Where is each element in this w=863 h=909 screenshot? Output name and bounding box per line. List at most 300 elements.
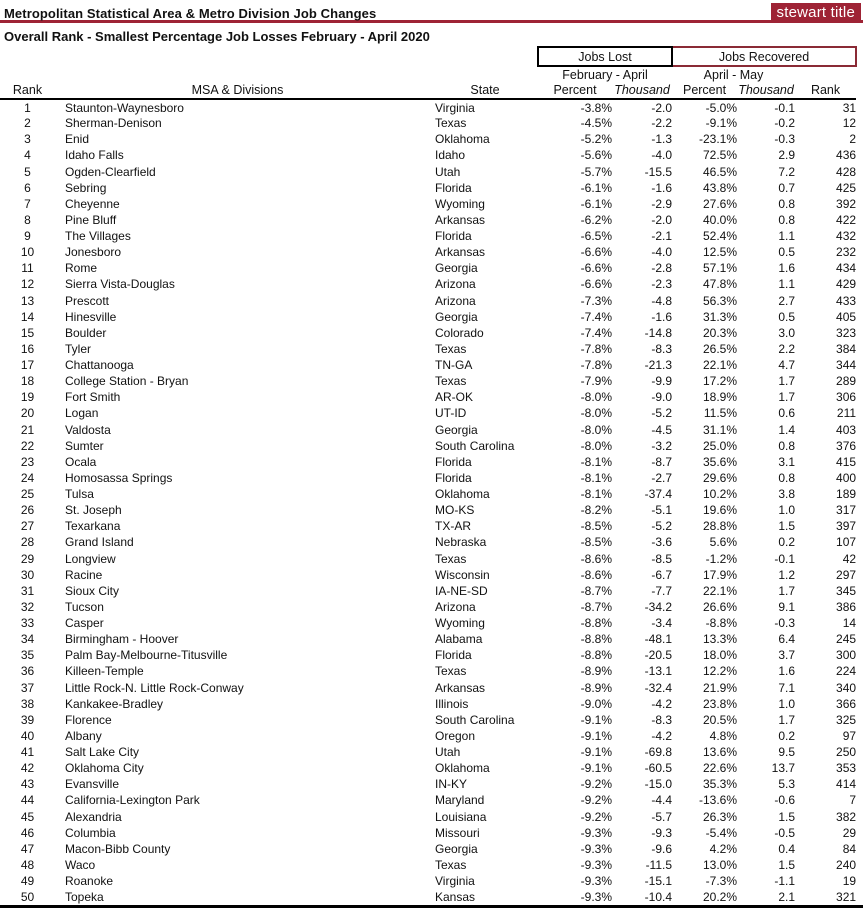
table-row bbox=[0, 712, 856, 728]
cell-overall-rank: 340 bbox=[836, 680, 857, 695]
cell-jobs-lost-percent: -8.1% bbox=[580, 487, 613, 502]
cell-jobs-lost-thousand: -8.3 bbox=[651, 712, 673, 727]
cell-jobs-recovered-thousand: 2.2 bbox=[778, 341, 796, 356]
cell-state: Wyoming bbox=[435, 196, 485, 211]
cell-state: Arizona bbox=[435, 293, 476, 308]
cell-jobs-recovered-percent: 27.6% bbox=[703, 196, 738, 211]
cell-rank: 20 bbox=[20, 406, 35, 421]
cell-msa-name: Pine Bluff bbox=[65, 212, 117, 227]
cell-rank: 10 bbox=[20, 245, 35, 260]
cell-jobs-lost-thousand: -20.5 bbox=[644, 648, 673, 663]
table-row bbox=[0, 534, 856, 550]
cell-jobs-lost-percent: -6.6% bbox=[580, 245, 613, 260]
cell-state: Nebraska bbox=[435, 535, 487, 550]
cell-jobs-lost-percent: -6.5% bbox=[580, 229, 613, 244]
cell-rank: 18 bbox=[20, 374, 35, 389]
cell-rank: 40 bbox=[20, 728, 35, 743]
cell-jobs-lost-thousand: -9.6 bbox=[651, 841, 673, 856]
cell-jobs-recovered-percent: 20.5% bbox=[703, 712, 738, 727]
cell-jobs-lost-percent: -8.8% bbox=[580, 648, 613, 663]
table-row bbox=[0, 164, 856, 180]
jobs-lost-period: February - April bbox=[562, 67, 648, 82]
table-row bbox=[0, 373, 856, 389]
cell-rank: 8 bbox=[24, 212, 31, 227]
cell-jobs-lost-percent: -7.3% bbox=[580, 293, 613, 308]
table-row bbox=[0, 680, 856, 696]
cell-jobs-recovered-thousand: 1.5 bbox=[778, 809, 796, 824]
cell-jobs-lost-percent: -8.0% bbox=[580, 438, 613, 453]
cell-msa-name: College Station - Bryan bbox=[65, 374, 189, 389]
cell-jobs-lost-thousand: -4.5 bbox=[651, 422, 673, 437]
cell-jobs-recovered-thousand: -0.3 bbox=[774, 616, 796, 631]
cell-jobs-lost-thousand: -8.5 bbox=[651, 551, 673, 566]
cell-msa-name: Staunton-Waynesboro bbox=[65, 100, 184, 115]
cell-jobs-recovered-thousand: 3.1 bbox=[778, 454, 796, 469]
cell-rank: 32 bbox=[20, 599, 35, 614]
cell-jobs-lost-thousand: -4.4 bbox=[651, 793, 673, 808]
cell-msa-name: Valdosta bbox=[65, 422, 111, 437]
cell-jobs-lost-thousand: -5.7 bbox=[651, 809, 673, 824]
cell-rank: 19 bbox=[20, 390, 35, 405]
cell-jobs-lost-percent: -8.7% bbox=[580, 599, 613, 614]
subtitle-bar bbox=[0, 23, 863, 45]
cell-jobs-lost-thousand: -5.2 bbox=[651, 519, 673, 534]
cell-msa-name: Ogden-Clearfield bbox=[65, 164, 156, 179]
cell-jobs-lost-thousand: -21.3 bbox=[644, 358, 673, 373]
cell-rank: 13 bbox=[20, 293, 35, 308]
cell-jobs-recovered-percent: 4.2% bbox=[709, 841, 738, 856]
cell-jobs-recovered-thousand: 2.7 bbox=[778, 293, 796, 308]
cell-overall-rank: 434 bbox=[836, 261, 857, 276]
table-row bbox=[0, 583, 856, 599]
cell-jobs-lost-thousand: -8.7 bbox=[651, 454, 673, 469]
cell-jobs-recovered-percent: 57.1% bbox=[703, 261, 738, 276]
cell-msa-name: Sherman-Denison bbox=[65, 116, 162, 131]
table-row bbox=[0, 567, 856, 583]
cell-jobs-lost-thousand: -4.2 bbox=[651, 696, 673, 711]
cell-msa-name: Logan bbox=[65, 406, 99, 421]
cell-state: Florida bbox=[435, 454, 472, 469]
cell-jobs-recovered-thousand: 0.5 bbox=[778, 309, 796, 324]
table-row bbox=[0, 825, 856, 841]
cell-msa-name: Enid bbox=[65, 132, 90, 147]
cell-jobs-lost-thousand: -34.2 bbox=[644, 599, 673, 614]
cell-msa-name: Salt Lake City bbox=[65, 745, 140, 760]
table-row bbox=[0, 293, 856, 309]
cell-jobs-lost-thousand: -1.6 bbox=[651, 309, 673, 324]
cell-state: Florida bbox=[435, 229, 472, 244]
cell-jobs-lost-thousand: -9.3 bbox=[651, 825, 673, 840]
table-row bbox=[0, 551, 856, 567]
cell-jobs-recovered-thousand: -0.3 bbox=[774, 132, 796, 147]
cell-msa-name: Tulsa bbox=[65, 487, 94, 502]
cell-state: IN-KY bbox=[435, 777, 468, 792]
cell-state: Oregon bbox=[435, 728, 476, 743]
cell-jobs-lost-percent: -7.8% bbox=[580, 341, 613, 356]
cell-jobs-lost-percent: -8.1% bbox=[580, 454, 613, 469]
cell-jobs-recovered-thousand: 0.4 bbox=[778, 841, 796, 856]
cell-msa-name: Florence bbox=[65, 712, 112, 727]
cell-jobs-lost-percent: -8.0% bbox=[580, 406, 613, 421]
cell-jobs-recovered-thousand: 1.5 bbox=[778, 857, 796, 872]
cell-state: TN-GA bbox=[435, 358, 473, 373]
cell-state: Arkansas bbox=[435, 680, 486, 695]
table-row bbox=[0, 309, 856, 325]
cell-msa-name: Homosassa Springs bbox=[65, 470, 173, 485]
cell-jobs-lost-percent: -9.3% bbox=[580, 857, 613, 872]
cell-rank: 11 bbox=[21, 261, 34, 276]
header-state: State bbox=[420, 82, 538, 99]
cell-jobs-lost-thousand: -60.5 bbox=[644, 761, 673, 776]
cell-state: Arkansas bbox=[435, 212, 486, 227]
cell-jobs-recovered-thousand: 0.8 bbox=[778, 212, 796, 227]
cell-msa-name: Sioux City bbox=[65, 583, 120, 598]
stewart-title-logo: stewart title bbox=[771, 3, 861, 23]
cell-msa-name: Prescott bbox=[65, 293, 110, 308]
cell-jobs-lost-percent: -8.5% bbox=[580, 519, 613, 534]
table-body bbox=[0, 99, 856, 905]
cell-overall-rank: 432 bbox=[836, 229, 857, 244]
cell-overall-rank: 425 bbox=[836, 180, 857, 195]
page-subtitle: Overall Rank - Smallest Percentage Job Losses February - April 2020 bbox=[4, 29, 430, 44]
cell-overall-rank: 29 bbox=[842, 825, 857, 840]
cell-state: MO-KS bbox=[435, 503, 475, 518]
cell-rank: 50 bbox=[20, 890, 35, 905]
cell-jobs-recovered-percent: 56.3% bbox=[703, 293, 738, 308]
table-row bbox=[0, 228, 856, 244]
cell-jobs-lost-thousand: -4.0 bbox=[651, 245, 673, 260]
table-row bbox=[0, 357, 856, 373]
table-row bbox=[0, 260, 856, 276]
cell-jobs-lost-percent: -6.2% bbox=[580, 212, 613, 227]
cell-overall-rank: 224 bbox=[836, 664, 857, 679]
cell-jobs-lost-thousand: -1.3 bbox=[651, 132, 673, 147]
jobs-recovered-group-header: Jobs Recovered bbox=[672, 47, 856, 66]
cell-jobs-lost-thousand: -5.2 bbox=[651, 406, 673, 421]
cell-msa-name: Roanoke bbox=[65, 874, 114, 889]
cell-overall-rank: 400 bbox=[836, 470, 857, 485]
cell-rank: 30 bbox=[20, 567, 35, 582]
cell-jobs-lost-thousand: -69.8 bbox=[644, 745, 673, 760]
cell-jobs-lost-percent: -8.0% bbox=[580, 390, 613, 405]
cell-overall-rank: 189 bbox=[836, 487, 857, 502]
jobs-lost-group-header: Jobs Lost bbox=[538, 47, 672, 66]
cell-overall-rank: 382 bbox=[836, 809, 857, 824]
cell-jobs-lost-percent: -9.2% bbox=[580, 777, 613, 792]
cell-state: UT-ID bbox=[435, 406, 467, 421]
table-row bbox=[0, 873, 856, 889]
cell-overall-rank: 97 bbox=[842, 728, 857, 743]
header-jobs-recovered-thousand: Thousand bbox=[738, 83, 794, 97]
cell-jobs-recovered-thousand: 1.0 bbox=[778, 696, 796, 711]
table-row bbox=[0, 760, 856, 776]
cell-jobs-recovered-percent: 26.6% bbox=[703, 599, 738, 614]
cell-state: Oklahoma bbox=[435, 487, 490, 502]
cell-jobs-recovered-thousand: 1.6 bbox=[778, 664, 796, 679]
cell-jobs-recovered-percent: 18.0% bbox=[703, 648, 738, 663]
cell-jobs-lost-thousand: -2.1 bbox=[651, 229, 673, 244]
cell-overall-rank: 415 bbox=[836, 454, 857, 469]
cell-jobs-recovered-percent: 52.4% bbox=[703, 229, 738, 244]
cell-jobs-recovered-thousand: 0.8 bbox=[778, 470, 796, 485]
cell-state: Utah bbox=[435, 745, 461, 760]
cell-jobs-recovered-percent: 46.5% bbox=[703, 164, 738, 179]
cell-jobs-recovered-thousand: 1.7 bbox=[778, 712, 796, 727]
cell-msa-name: Sumter bbox=[65, 438, 104, 453]
cell-jobs-recovered-percent: 12.2% bbox=[703, 664, 738, 679]
cell-jobs-recovered-thousand: 3.8 bbox=[778, 487, 796, 502]
cell-overall-rank: 392 bbox=[836, 196, 857, 211]
cell-jobs-recovered-thousand: 0.7 bbox=[778, 180, 796, 195]
cell-jobs-lost-percent: -8.6% bbox=[580, 567, 613, 582]
cell-jobs-recovered-percent: -23.1% bbox=[699, 132, 738, 147]
cell-jobs-recovered-percent: 22.1% bbox=[703, 358, 738, 373]
table-row bbox=[0, 99, 856, 115]
table-row bbox=[0, 325, 856, 341]
cell-jobs-recovered-percent: 35.6% bbox=[703, 454, 738, 469]
cell-jobs-lost-percent: -5.2% bbox=[580, 132, 613, 147]
table-row bbox=[0, 405, 856, 421]
cell-msa-name: Rome bbox=[65, 261, 98, 276]
cell-msa-name: Grand Island bbox=[65, 535, 134, 550]
cell-jobs-lost-percent: -9.0% bbox=[580, 696, 613, 711]
cell-rank: 31 bbox=[20, 583, 35, 598]
cell-jobs-recovered-percent: 28.8% bbox=[703, 519, 738, 534]
cell-overall-rank: 250 bbox=[836, 745, 857, 760]
cell-jobs-lost-percent: -3.8% bbox=[580, 100, 613, 115]
cell-rank: 49 bbox=[20, 874, 35, 889]
cell-msa-name: Ocala bbox=[65, 454, 97, 469]
cell-jobs-recovered-thousand: -0.1 bbox=[774, 100, 796, 115]
cell-jobs-lost-thousand: -13.1 bbox=[644, 664, 673, 679]
cell-jobs-recovered-thousand: 9.1 bbox=[778, 599, 796, 614]
cell-overall-rank: 245 bbox=[836, 632, 857, 647]
cell-jobs-lost-thousand: -2.9 bbox=[651, 196, 673, 211]
cell-state: Texas bbox=[435, 341, 467, 356]
cell-rank: 24 bbox=[20, 470, 35, 485]
cell-rank: 34 bbox=[20, 632, 35, 647]
cell-jobs-lost-percent: -4.5% bbox=[580, 116, 613, 131]
table-row bbox=[0, 744, 856, 760]
cell-msa-name: Topeka bbox=[65, 890, 104, 905]
cell-jobs-lost-percent: -9.2% bbox=[580, 793, 613, 808]
period-header-row bbox=[0, 66, 856, 82]
table-row bbox=[0, 341, 856, 357]
cell-msa-name: Jonesboro bbox=[65, 245, 122, 260]
cell-rank: 42 bbox=[20, 761, 35, 776]
table-row bbox=[0, 180, 856, 196]
cell-msa-name: Tyler bbox=[65, 341, 92, 356]
cell-state: Virginia bbox=[435, 874, 475, 889]
group-header-row bbox=[0, 47, 856, 66]
cell-jobs-recovered-percent: -7.3% bbox=[705, 874, 738, 889]
cell-jobs-recovered-percent: 10.2% bbox=[703, 487, 738, 502]
cell-jobs-lost-thousand: -2.0 bbox=[651, 212, 673, 227]
cell-jobs-lost-percent: -7.9% bbox=[580, 374, 613, 389]
cell-state: Colorado bbox=[435, 325, 484, 340]
cell-state: Louisiana bbox=[435, 809, 487, 824]
cell-overall-rank: 397 bbox=[836, 519, 857, 534]
cell-jobs-recovered-percent: 26.5% bbox=[703, 341, 738, 356]
cell-rank: 15 bbox=[20, 325, 35, 340]
cell-overall-rank: 405 bbox=[836, 309, 857, 324]
cell-jobs-recovered-thousand: -1.1 bbox=[774, 874, 796, 889]
cell-msa-name: Chattanooga bbox=[65, 358, 134, 373]
cell-rank: 45 bbox=[20, 809, 35, 824]
cell-overall-rank: 289 bbox=[836, 374, 857, 389]
cell-state: Utah bbox=[435, 164, 461, 179]
cell-jobs-recovered-percent: -1.2% bbox=[705, 551, 738, 566]
cell-overall-rank: 232 bbox=[836, 245, 857, 260]
cell-msa-name: Cheyenne bbox=[65, 196, 120, 211]
table-row bbox=[0, 244, 856, 260]
cell-jobs-recovered-percent: 21.9% bbox=[703, 680, 738, 695]
cell-rank: 27 bbox=[20, 519, 35, 534]
cell-state: Maryland bbox=[435, 793, 485, 808]
cell-overall-rank: 345 bbox=[836, 583, 857, 598]
cell-jobs-recovered-percent: 35.3% bbox=[703, 777, 738, 792]
cell-jobs-recovered-thousand: 1.0 bbox=[778, 503, 796, 518]
period-spacer-right bbox=[795, 66, 856, 82]
cell-jobs-recovered-percent: 31.3% bbox=[703, 309, 738, 324]
cell-jobs-lost-percent: -8.1% bbox=[580, 470, 613, 485]
cell-jobs-recovered-thousand: 9.5 bbox=[778, 745, 796, 760]
cell-overall-rank: 386 bbox=[836, 599, 857, 614]
table-row bbox=[0, 792, 856, 808]
table-row bbox=[0, 502, 856, 518]
cell-overall-rank: 384 bbox=[836, 341, 857, 356]
cell-jobs-lost-thousand: -15.5 bbox=[644, 164, 673, 179]
cell-msa-name: Longview bbox=[65, 551, 116, 566]
cell-rank: 41 bbox=[20, 745, 35, 760]
cell-jobs-lost-percent: -5.6% bbox=[580, 148, 613, 163]
cell-overall-rank: 422 bbox=[836, 212, 857, 227]
cell-jobs-recovered-percent: -8.8% bbox=[705, 616, 738, 631]
cell-rank: 47 bbox=[20, 841, 35, 856]
cell-rank: 14 bbox=[20, 309, 35, 324]
cell-jobs-lost-thousand: -9.0 bbox=[651, 390, 673, 405]
cell-state: Virginia bbox=[435, 100, 475, 115]
cell-overall-rank: 403 bbox=[836, 422, 857, 437]
cell-overall-rank: 12 bbox=[842, 116, 857, 131]
cell-jobs-recovered-thousand: 5.3 bbox=[778, 777, 796, 792]
cell-jobs-recovered-percent: 72.5% bbox=[703, 148, 738, 163]
cell-state: Oklahoma bbox=[435, 132, 490, 147]
cell-jobs-recovered-thousand: -0.2 bbox=[774, 116, 796, 131]
cell-jobs-lost-thousand: -4.0 bbox=[651, 148, 673, 163]
header-recovered-rank: Rank bbox=[795, 82, 856, 99]
cell-jobs-lost-thousand: -5.1 bbox=[651, 503, 673, 518]
cell-jobs-recovered-percent: 40.0% bbox=[703, 212, 738, 227]
jobs-recovered-period: April - May bbox=[703, 67, 764, 82]
cell-jobs-recovered-percent: 20.3% bbox=[703, 325, 738, 340]
cell-state: TX-AR bbox=[435, 519, 471, 534]
cell-msa-name: Oklahoma City bbox=[65, 761, 144, 776]
cell-rank: 3 bbox=[24, 132, 31, 147]
cell-jobs-recovered-thousand: 1.7 bbox=[778, 583, 796, 598]
cell-overall-rank: 323 bbox=[836, 325, 857, 340]
cell-jobs-recovered-thousand: 4.7 bbox=[778, 358, 796, 373]
cell-state: South Carolina bbox=[435, 438, 515, 453]
cell-state: Texas bbox=[435, 374, 467, 389]
cell-jobs-recovered-thousand: 7.2 bbox=[778, 164, 796, 179]
cell-jobs-lost-percent: -6.6% bbox=[580, 277, 613, 292]
cell-jobs-lost-thousand: -2.3 bbox=[651, 277, 673, 292]
cell-jobs-lost-thousand: -1.6 bbox=[651, 180, 673, 195]
cell-jobs-lost-percent: -9.3% bbox=[580, 890, 613, 905]
table-row bbox=[0, 841, 856, 857]
table-row bbox=[0, 196, 856, 212]
cell-overall-rank: 7 bbox=[849, 793, 857, 808]
cell-jobs-recovered-thousand: 0.5 bbox=[778, 245, 796, 260]
cell-state: Florida bbox=[435, 648, 472, 663]
cell-rank: 43 bbox=[20, 777, 35, 792]
cell-jobs-lost-thousand: -7.7 bbox=[651, 583, 673, 598]
cell-overall-rank: 211 bbox=[836, 406, 857, 421]
table-row bbox=[0, 115, 856, 131]
cell-overall-rank: 414 bbox=[836, 777, 857, 792]
table-row bbox=[0, 131, 856, 147]
cell-overall-rank: 306 bbox=[836, 390, 857, 405]
cell-jobs-recovered-percent: 13.3% bbox=[703, 632, 738, 647]
header-jobs-lost-thousand: Thousand bbox=[612, 82, 672, 99]
cell-jobs-recovered-thousand: 13.7 bbox=[771, 761, 796, 776]
cell-jobs-recovered-percent: -5.4% bbox=[705, 825, 738, 840]
cell-jobs-lost-thousand: -15.0 bbox=[644, 777, 673, 792]
cell-msa-name: Waco bbox=[65, 857, 96, 872]
cell-jobs-lost-percent: -9.1% bbox=[580, 712, 613, 727]
cell-jobs-recovered-thousand: 3.7 bbox=[778, 648, 796, 663]
cell-jobs-recovered-percent: 22.6% bbox=[703, 761, 738, 776]
table-row bbox=[0, 599, 856, 615]
cell-state: Texas bbox=[435, 551, 467, 566]
cell-jobs-lost-percent: -7.8% bbox=[580, 358, 613, 373]
cell-state: Florida bbox=[435, 180, 472, 195]
cell-msa-name: St. Joseph bbox=[65, 503, 122, 518]
title-bar bbox=[0, 0, 863, 20]
cell-overall-rank: 31 bbox=[842, 100, 857, 115]
cell-jobs-recovered-thousand: 2.1 bbox=[778, 890, 796, 905]
table-row bbox=[0, 776, 856, 792]
cell-overall-rank: 433 bbox=[836, 293, 857, 308]
table-row bbox=[0, 857, 856, 873]
cell-jobs-recovered-thousand: 1.1 bbox=[778, 229, 796, 244]
table-row bbox=[0, 470, 856, 486]
cell-state: Oklahoma bbox=[435, 761, 490, 776]
group-spacer bbox=[0, 47, 538, 66]
cell-jobs-lost-percent: -9.1% bbox=[580, 761, 613, 776]
cell-jobs-lost-thousand: -4.2 bbox=[651, 728, 673, 743]
cell-jobs-recovered-thousand: -0.6 bbox=[774, 793, 796, 808]
header-jobs-recovered-percent: Percent bbox=[672, 82, 737, 99]
cell-state: Arizona bbox=[435, 599, 476, 614]
cell-jobs-lost-percent: -9.3% bbox=[580, 825, 613, 840]
cell-overall-rank: 240 bbox=[836, 857, 857, 872]
cell-rank: 7 bbox=[24, 196, 31, 211]
cell-jobs-lost-percent: -8.8% bbox=[580, 616, 613, 631]
cell-jobs-recovered-percent: -5.0% bbox=[705, 100, 738, 115]
cell-jobs-recovered-percent: 19.6% bbox=[703, 503, 738, 518]
cell-state: Kansas bbox=[435, 890, 476, 905]
cell-jobs-lost-percent: -8.0% bbox=[580, 422, 613, 437]
cell-jobs-recovered-thousand: 1.6 bbox=[778, 261, 796, 276]
cell-state: Georgia bbox=[435, 422, 478, 437]
cell-jobs-lost-percent: -6.1% bbox=[580, 196, 613, 211]
cell-overall-rank: 428 bbox=[836, 164, 857, 179]
cell-overall-rank: 2 bbox=[849, 132, 857, 147]
cell-jobs-recovered-percent: 22.1% bbox=[703, 583, 738, 598]
cell-jobs-lost-thousand: -3.2 bbox=[651, 438, 673, 453]
